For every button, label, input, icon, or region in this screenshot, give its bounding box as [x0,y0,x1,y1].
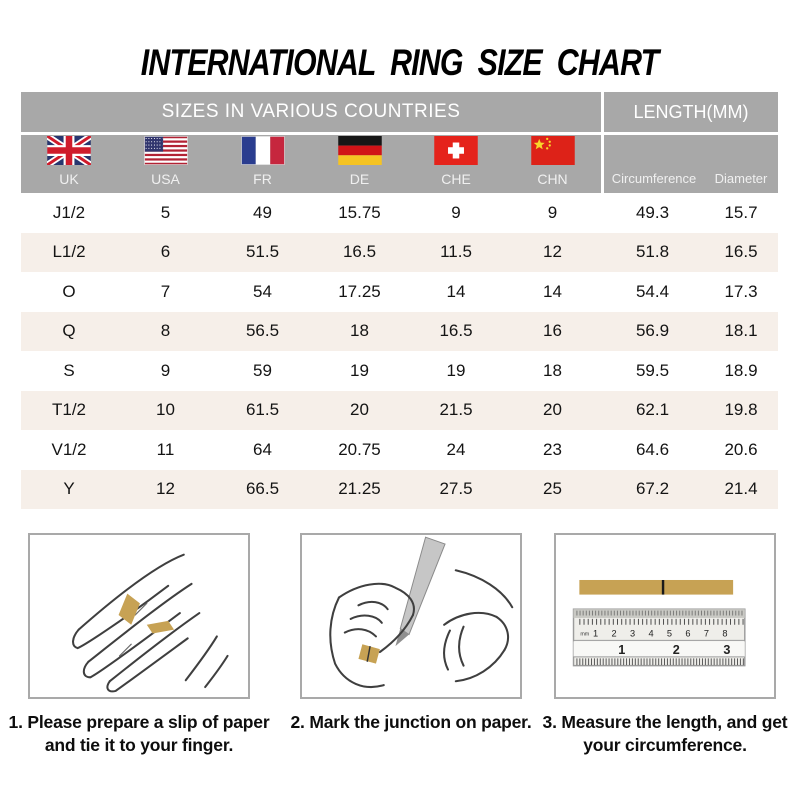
uk-flag-icon [47,136,91,165]
table-cell: T1/2 [21,391,117,431]
ruler-cm-number: 3 [629,628,636,639]
france-flag-icon [241,136,285,165]
ruler-cm-number: 6 [685,628,691,639]
column-header-usa [117,135,214,193]
table-cell: 19 [408,351,504,391]
table-cell: 18.9 [704,351,778,391]
ruler-inch-number: 1 [618,642,626,657]
table-cell: 19.8 [704,391,778,431]
step-1-illustration [28,533,250,699]
table-cell: 67.2 [601,470,704,510]
table-cell: 18 [311,312,408,352]
table-cell: V1/2 [21,430,117,470]
hand-with-paper-strip-icon [30,535,248,697]
table-cell: 66.5 [214,470,311,510]
table-cell: 21.5 [408,391,504,431]
table-cell: 25 [504,470,601,510]
table-cell: 9 [504,193,601,233]
step-2-caption: 2. Mark the junction on paper. [290,712,532,732]
table-cell: S [21,351,117,391]
table-cell: 14 [408,272,504,312]
country-label-usa: USA [151,171,180,187]
table-cell: 15.7 [704,193,778,233]
table-cell: 11.5 [408,233,504,273]
table-cell: 9 [408,193,504,233]
table-cell: 6 [117,233,214,273]
ruler-measuring-icon [556,535,774,697]
step-2-illustration [300,533,522,699]
table-cell: 56.9 [601,312,704,352]
germany-flag-icon [338,136,382,165]
table-cell: 59 [214,351,311,391]
table-cell: 20 [504,391,601,431]
table-cell: 18.1 [704,312,778,352]
step-2 [290,533,532,734]
paper-strip [579,580,733,595]
table-cell: 20.75 [311,430,408,470]
column-header-de [311,135,408,193]
marking-paper-with-pen-icon [302,535,520,697]
ruler-unit-label: mm [580,631,590,638]
column-header-fr [214,135,311,193]
table-cell: 27.5 [408,470,504,510]
table-cell: L1/2 [21,233,117,273]
length-subheaders [601,135,778,193]
column-header-che [408,135,504,193]
length-header: LENGTH(MM) [601,92,778,135]
table-cell: 56.5 [214,312,311,352]
step-3-caption: 3. Measure the length, and get your circumference. [542,712,788,755]
step-1-caption: 1. Please prepare a slip of paper and tie it to your finger. [8,712,270,755]
table-cell: 8 [117,312,214,352]
country-label-fr: FR [253,171,272,187]
ruler-cm-number: 7 [703,628,710,639]
table-cell: Q [21,312,117,352]
paper-strip-end [147,621,174,634]
china-flag-icon [531,136,575,165]
table-cell: 12 [117,470,214,510]
table-cell: 21.4 [704,470,778,510]
circumference-column-header: Circumference [611,171,697,186]
table-cell: 21.25 [311,470,408,510]
table-cell: 64 [214,430,311,470]
table-cell: 62.1 [601,391,704,431]
step-1 [8,533,270,757]
table-cell: 20 [311,391,408,431]
step-3-illustration [554,533,776,699]
ring-size-table [21,92,778,509]
column-header-chn [504,135,601,193]
table-cell: 5 [117,193,214,233]
step-3 [542,533,788,757]
table-cell: 19 [311,351,408,391]
table-cell: 23 [504,430,601,470]
country-label-de: DE [349,171,370,187]
column-header-uk [21,135,117,193]
table-cell: 59.5 [601,351,704,391]
table-cell: 9 [117,351,214,391]
table-cell: 49.3 [601,193,704,233]
ruler-cm-number: 4 [648,628,654,639]
page-title: INTERNATIONAL RING SIZE CHART [141,42,659,83]
table-cell: 12 [504,233,601,273]
table-cell: 24 [408,430,504,470]
ruler-inch-number: 3 [723,642,731,657]
table-cell: 15.75 [311,193,408,233]
table-cell: 7 [117,272,214,312]
sizes-header: SIZES IN VARIOUS COUNTRIES [21,92,601,135]
table-cell: 54 [214,272,311,312]
table-cell: 10 [117,391,214,431]
ruler-cm-number: 8 [722,628,728,639]
diameter-column-header: Diameter [714,171,768,186]
table-cell: 16 [504,312,601,352]
table-cell: Y [21,470,117,510]
table-cell: 17.25 [311,272,408,312]
table-cell: 20.6 [704,430,778,470]
ruler-cm-number: 1 [592,628,599,639]
country-label-che: CHE [441,171,471,187]
table-cell: 17.3 [704,272,778,312]
table-cell: 18 [504,351,601,391]
table-cell: 51.5 [214,233,311,273]
table-cell: 51.8 [601,233,704,273]
country-label-uk: UK [59,171,79,187]
table-cell: 16.5 [704,233,778,273]
table-cell: 16.5 [408,312,504,352]
ruler-cm-number: 5 [666,628,673,639]
table-cell: 49 [214,193,311,233]
country-label-chn: CHN [537,171,568,187]
table-cell: 14 [504,272,601,312]
table-cell: 11 [117,430,214,470]
table-cell: 64.6 [601,430,704,470]
table-cell: O [21,272,117,312]
ruler-cm-number: 2 [611,628,617,639]
usa-flag-icon [144,136,188,165]
table-cell: 61.5 [214,391,311,431]
ruler-inch-number: 2 [672,642,680,657]
switzerland-flag-icon [434,136,478,165]
table-cell: 54.4 [601,272,704,312]
table-cell: J1/2 [21,193,117,233]
table-cell: 16.5 [311,233,408,273]
